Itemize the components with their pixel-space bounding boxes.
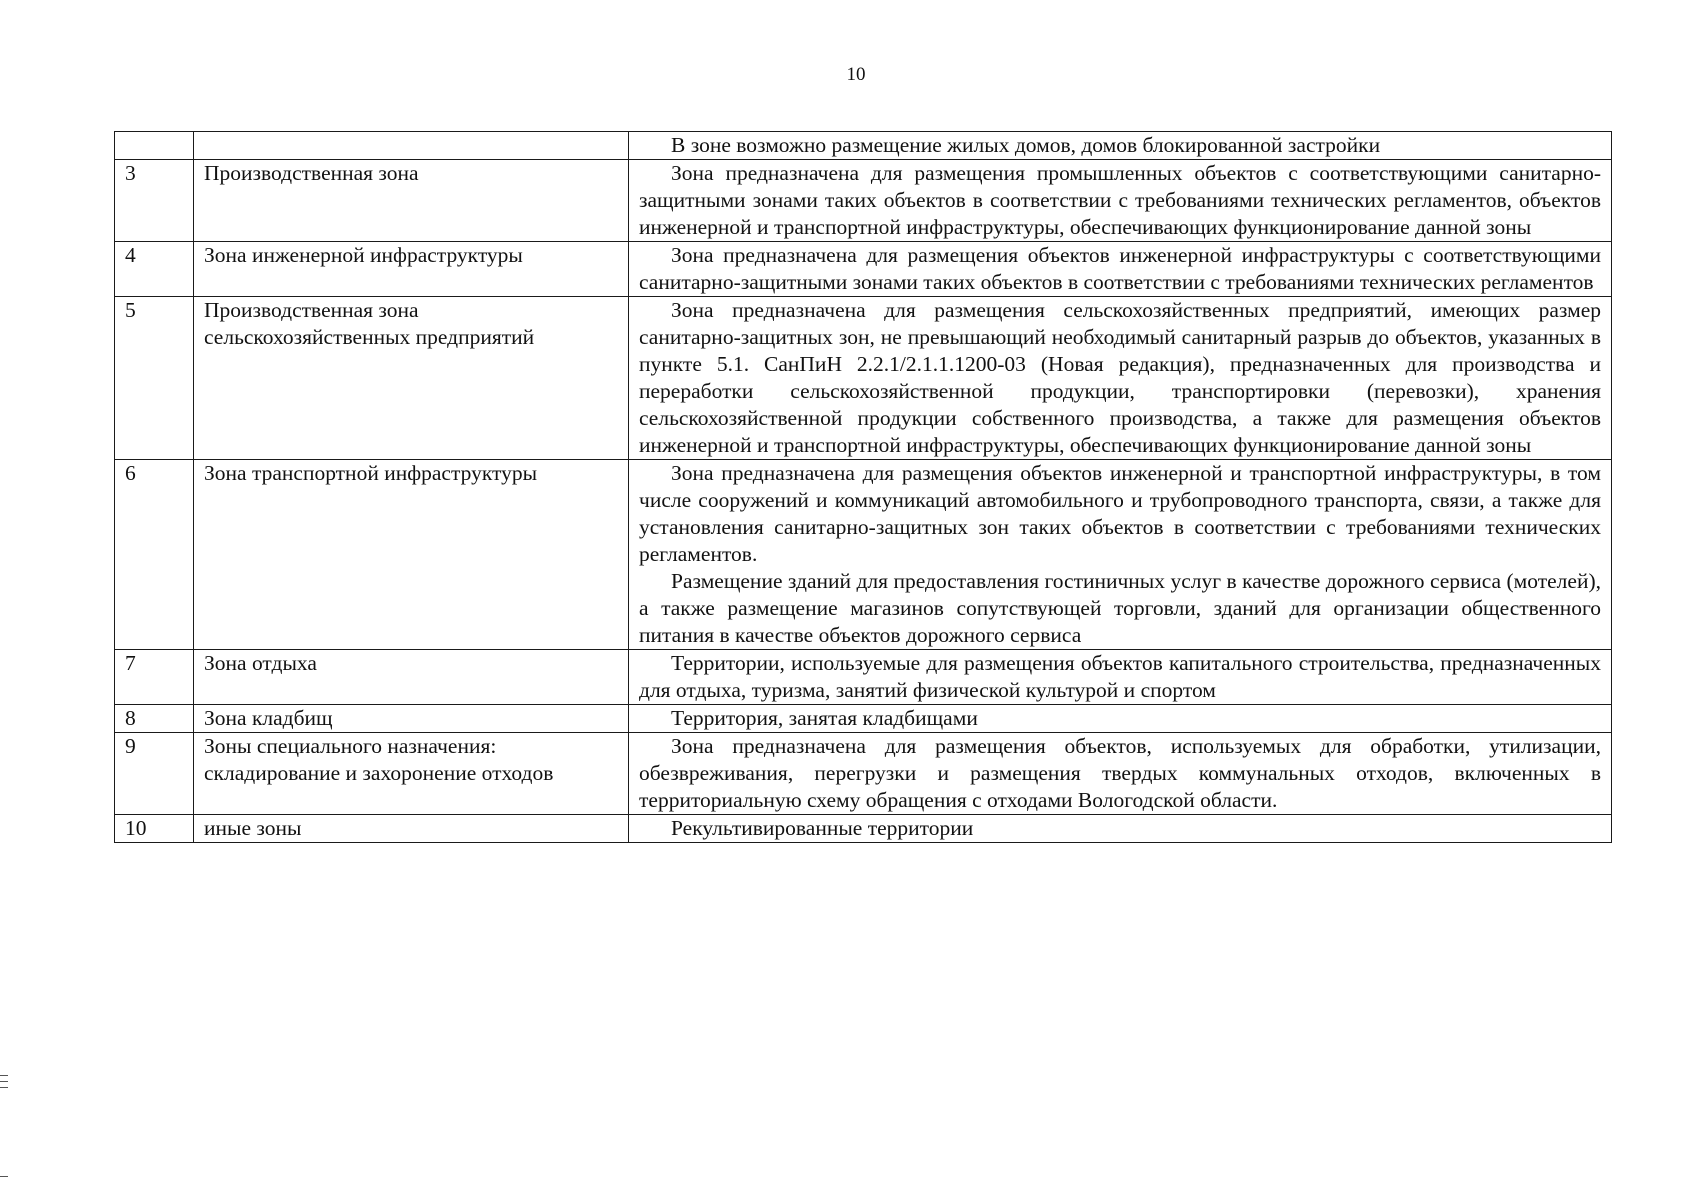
zone-description [629, 650, 1612, 705]
table-row [115, 650, 1612, 705]
row-number: 9 [115, 733, 194, 815]
row-number: 8 [115, 705, 194, 733]
table-row [115, 815, 1612, 843]
row-number: 3 [115, 160, 194, 242]
zone-name-line: складирование и захоронение отходов [204, 761, 554, 785]
scan-edge-marks [0, 1075, 8, 1093]
zone-description [629, 132, 1612, 160]
zone-name-line: Зона инженерной инфраструктуры [204, 243, 523, 267]
zone-description [629, 242, 1612, 297]
zone-name-line: Производственная зона [204, 161, 419, 185]
zone-description [629, 297, 1612, 460]
scan-edge-mark [0, 1081, 8, 1082]
description-paragraph: Рекультивированные территории [671, 816, 974, 840]
zone-description [629, 733, 1612, 815]
table-row [115, 242, 1612, 297]
table-row [115, 705, 1612, 733]
zone-name-line: Производственная зона [204, 298, 419, 322]
table-row [115, 160, 1612, 242]
description-paragraph: Зона предназначена для размещения промышленных объектов с соответствующими санитарно-защитными зонами таких объектов в соответствии с требованиями технических регламентов, объектов инженерной и транспортной инфраструктуры, обеспечивающих функционирование данной зоны [639, 161, 1601, 239]
zone-name-line: иные зоны [204, 816, 302, 840]
table-row [115, 297, 1612, 460]
zone-name-line: Зона транспортной инфраструктуры [204, 461, 538, 485]
zone-name [194, 815, 629, 843]
zone-description [629, 160, 1612, 242]
table-row [115, 132, 1612, 160]
zone-name-line: Зоны специального назначения: [204, 734, 497, 758]
scan-edge-mark [0, 1075, 8, 1076]
row-number: 4 [115, 242, 194, 297]
zone-name [194, 242, 629, 297]
description-paragraph: Зона предназначена для размещения объектов, используемых для обработки, утилизации, обезвреживания, перегрузки и размещения твердых коммунальных отходов, включенных в территориальную схему обращения с отходами Вологодской области. [639, 734, 1601, 812]
zone-name-line: Зона отдыха [204, 651, 317, 675]
zone-description [629, 460, 1612, 650]
zone-name [194, 160, 629, 242]
description-paragraph: Территории, используемые для размещения объектов капитального строительства, предназначенных для отдыха, туризма, занятий физической культурой и спортом [639, 651, 1601, 702]
description-paragraph: Зона предназначена для размещения объектов инженерной инфраструктуры с соответствующими санитарно-защитными зонами таких объектов в соответствии с требованиями технических регламентов [639, 243, 1601, 294]
zone-description [629, 815, 1612, 843]
table-row [115, 460, 1612, 650]
row-number: 10 [115, 815, 194, 843]
row-number [115, 132, 194, 160]
row-number: 7 [115, 650, 194, 705]
description-paragraph: Территория, занятая кладбищами [671, 706, 978, 730]
row-number: 6 [115, 460, 194, 650]
zone-name [194, 460, 629, 650]
description-paragraph: Зона предназначена для размещения объектов инженерной и транспортной инфраструктуры, в том числе сооружений и коммуникаций автомобильного и трубопроводного транспорта, связи, а также для установления санитарно-защитных зон таких объектов в соответствии с требованиями технических регламентов. [639, 461, 1601, 566]
description-paragraph: Зона предназначена для размещения сельскохозяйственных предприятий, имеющих размер санитарно-защитных зон, не превышающий необходимый санитарный разрыв до объектов, указанных в пункте 5.1. СанПиН 2.2.1/2.1.1.1200-03 (Новая редакция), предназначенных для производства и переработки сельскохозяйственной продукции, транспортировки (перевозки), хранения сельскохозяйственной продукции собственного производства, а также для размещения объектов инженерной и транспортной инфраструктуры, обеспечивающих функционирование данной зоны [639, 298, 1601, 457]
description-paragraph: Размещение зданий для предоставления гостиничных услуг в качестве дорожного сервиса (мотелей), а также размещение магазинов сопутствующей торговли, зданий для организации общественного питания в качестве объектов дорожного сервиса [639, 569, 1601, 647]
row-number: 5 [115, 297, 194, 460]
zone-name [194, 297, 629, 460]
page-number: 10 [846, 64, 866, 85]
zone-name [194, 650, 629, 705]
zone-name-line: сельскохозяйственных предприятий [204, 325, 535, 349]
zone-description [629, 705, 1612, 733]
scan-edge-mark [0, 1087, 8, 1088]
zone-name [194, 132, 629, 160]
table-row [115, 733, 1612, 815]
zones-table [114, 131, 1612, 843]
zones-table-body [115, 132, 1612, 843]
zone-name [194, 733, 629, 815]
zone-name-line: Зона кладбищ [204, 706, 333, 730]
description-paragraph: В зоне возможно размещение жилых домов, домов блокированной застройки [671, 133, 1381, 157]
scan-edge-mark [0, 1176, 8, 1177]
zone-name [194, 705, 629, 733]
